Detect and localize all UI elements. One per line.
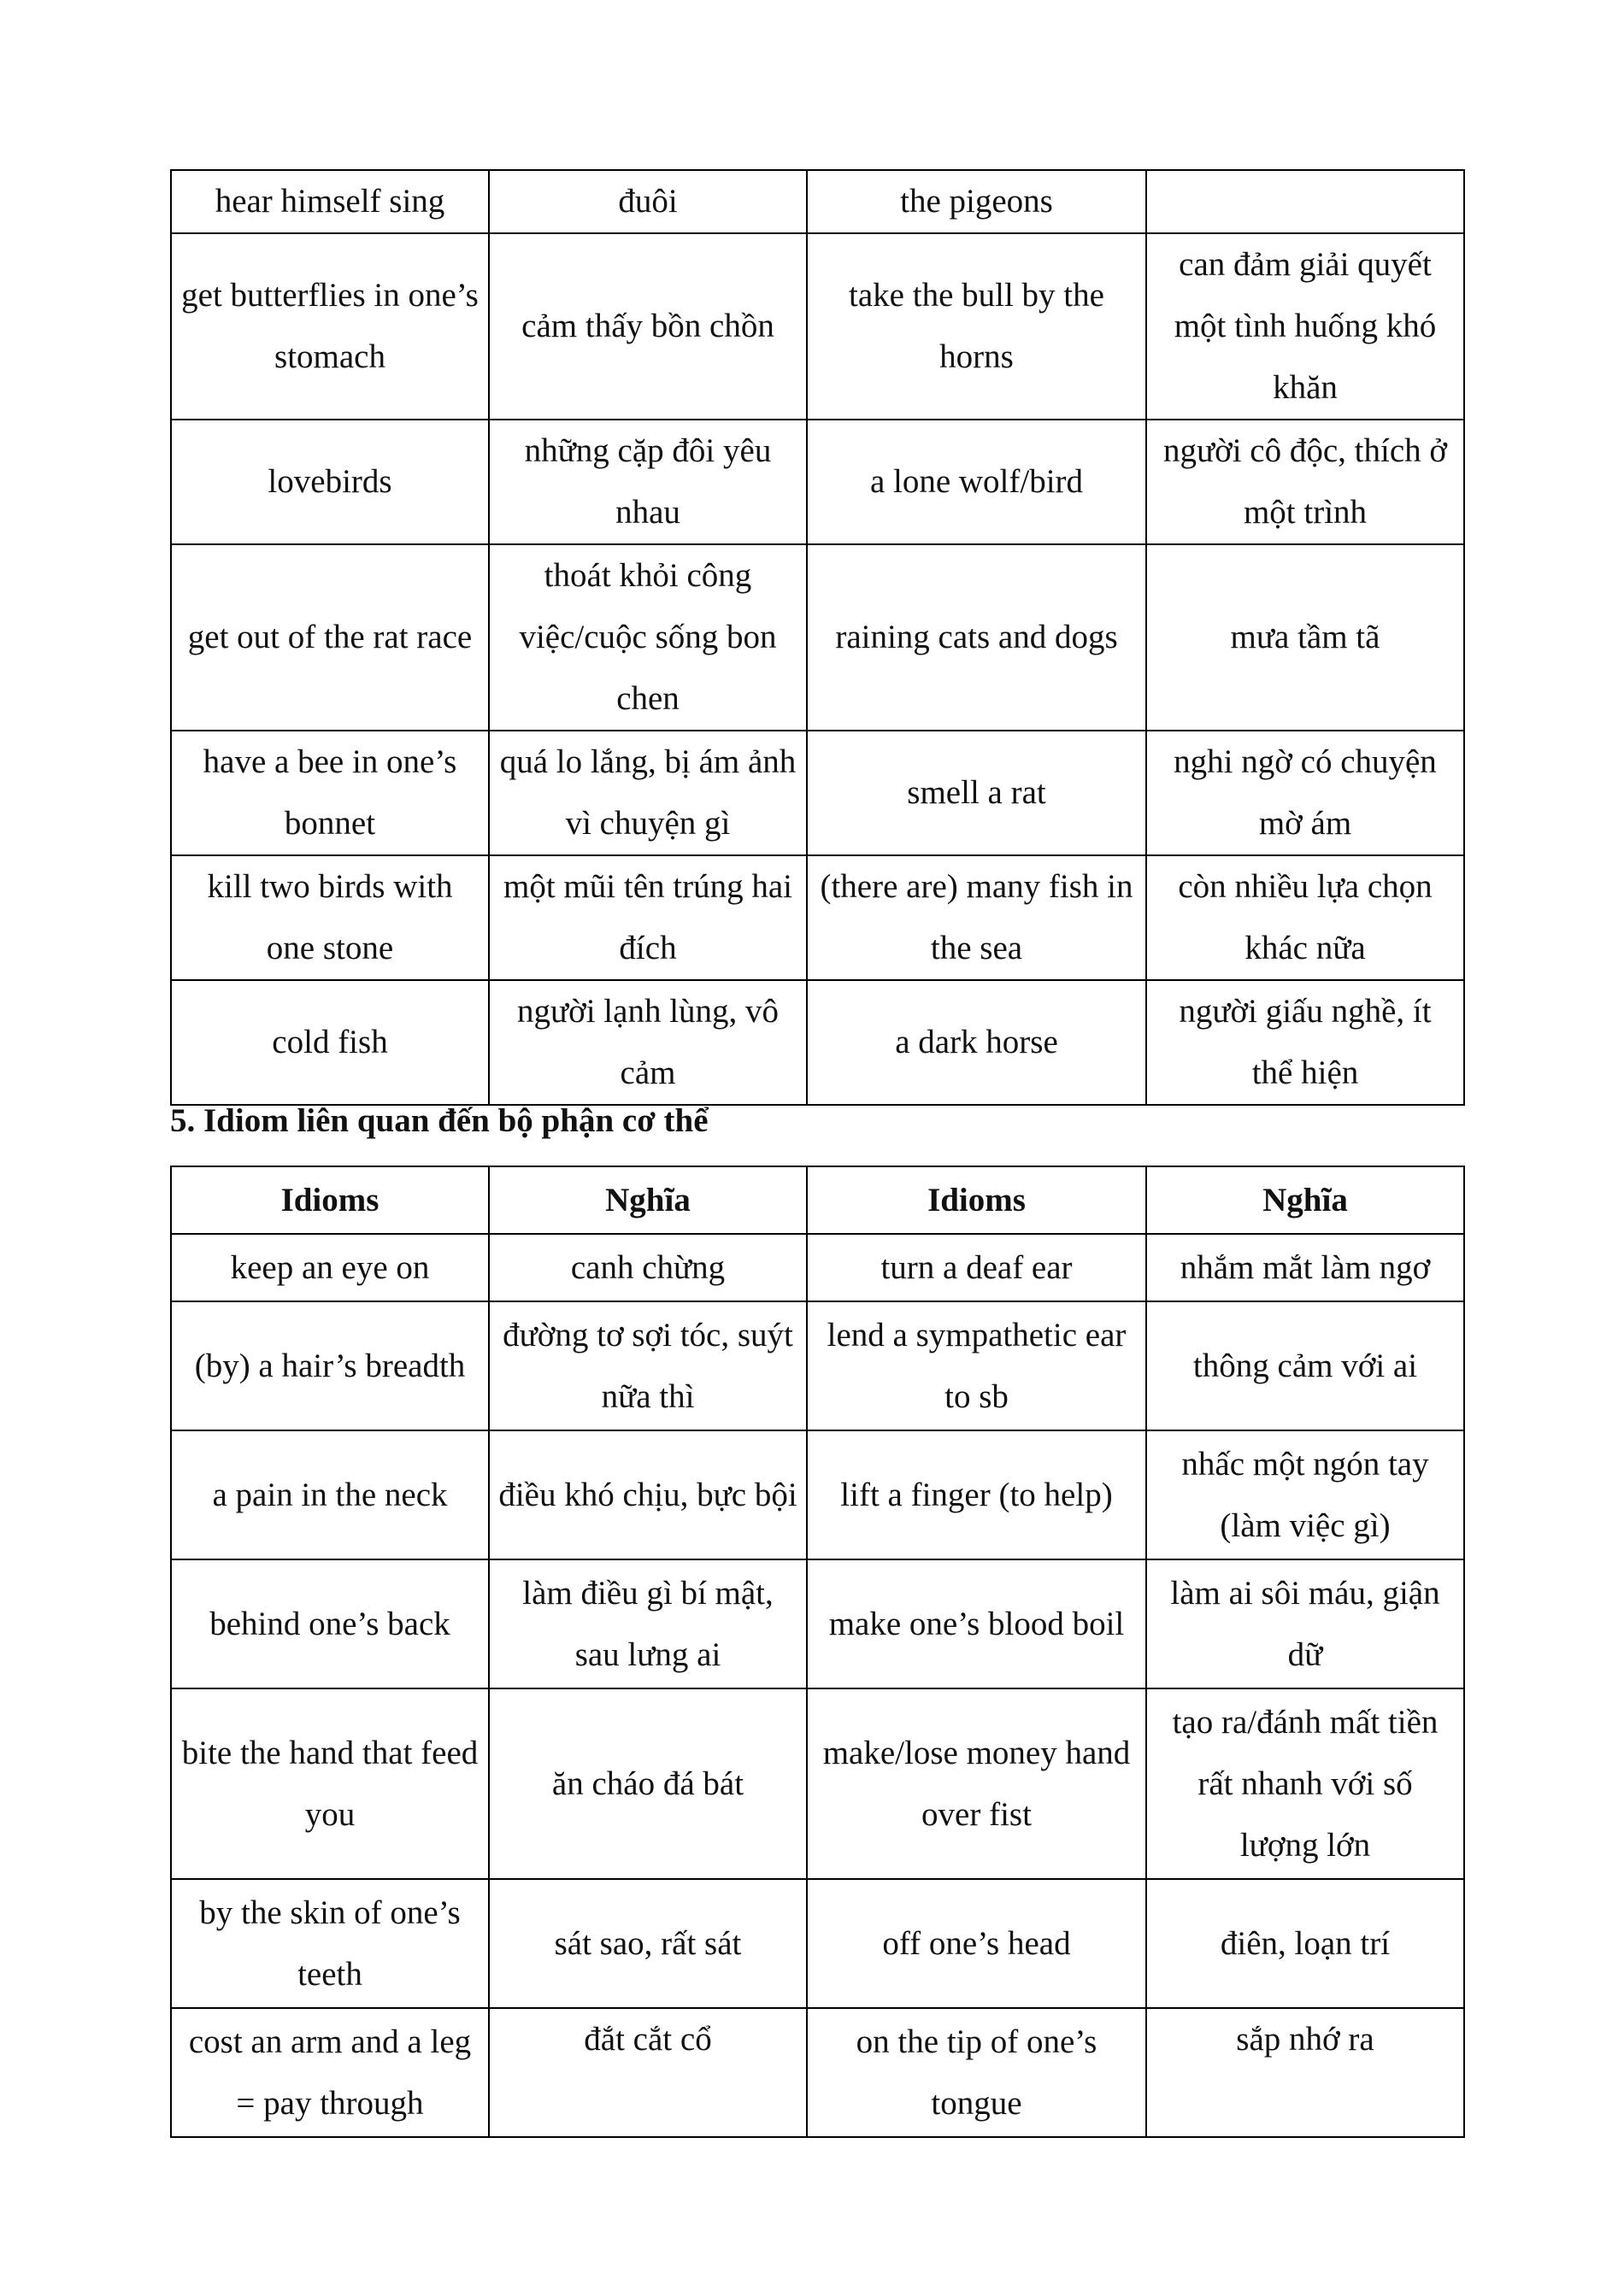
idiom-cell: bite the hand that feed you — [171, 1688, 489, 1879]
meaning-cell: đường tơ sợi tóc, suýt nữa thì — [489, 1301, 807, 1430]
meaning-cell: điên, loạn trí — [1146, 1879, 1464, 2008]
meaning-cell: thoát khỏi công việc/cuộc sống bon chen — [489, 544, 807, 731]
meaning-cell: can đảm giải quyết một tình huống khó khăn — [1146, 233, 1464, 420]
meaning-cell: sát sao, rất sát — [489, 1879, 807, 2008]
idiom-cell: keep an eye on — [171, 1234, 489, 1301]
body-parts-idioms-table — [170, 1166, 1465, 2138]
idiom-cell: cost an arm and a leg = pay through — [171, 2008, 489, 2137]
meaning-cell: quá lo lắng, bị ám ảnh vì chuyện gì — [489, 731, 807, 855]
table-row — [171, 1301, 1464, 1430]
idiom-cell: cold fish — [171, 980, 489, 1105]
idiom-cell: make/lose money hand over fist — [807, 1688, 1146, 1879]
idiom-cell: a lone wolf/bird — [807, 420, 1146, 544]
idiom-cell: by the skin of one’s teeth — [171, 1879, 489, 2008]
idiom-cell: a pain in the neck — [171, 1430, 489, 1559]
idiom-cell: hear himself sing — [171, 170, 489, 233]
idiom-cell: make one’s blood boil — [807, 1559, 1146, 1688]
table-row — [171, 1234, 1464, 1301]
table-row — [171, 855, 1464, 980]
section-heading: 5. Idiom liên quan đến bộ phận cơ thể — [170, 1102, 709, 1139]
idiom-cell: smell a rat — [807, 731, 1146, 855]
idioms-table-continued — [170, 169, 1465, 1106]
meaning-cell: đuôi — [489, 170, 807, 233]
idiom-cell: turn a deaf ear — [807, 1234, 1146, 1301]
table-row — [171, 1430, 1464, 1559]
idiom-cell: take the bull by the horns — [807, 233, 1146, 420]
idiom-cell: a dark horse — [807, 980, 1146, 1105]
meaning-cell: đắt cắt cổ — [489, 2008, 807, 2137]
idiom-cell: on the tip of one’s tongue — [807, 2008, 1146, 2137]
header-meaning-2: Nghĩa — [1146, 1166, 1464, 1234]
table-header-row — [171, 1166, 1464, 1234]
header-meaning-1: Nghĩa — [489, 1166, 807, 1234]
idiom-cell: have a bee in one’s bonnet — [171, 731, 489, 855]
meaning-cell: nhắm mắt làm ngơ — [1146, 1234, 1464, 1301]
table-row — [171, 1688, 1464, 1879]
meaning-cell: những cặp đôi yêu nhau — [489, 420, 807, 544]
idiom-cell: the pigeons — [807, 170, 1146, 233]
idiom-cell: kill two birds with one stone — [171, 855, 489, 980]
table-row — [171, 233, 1464, 420]
meaning-cell: một mũi tên trúng hai đích — [489, 855, 807, 980]
idiom-cell: get butterflies in one’s stomach — [171, 233, 489, 420]
meaning-cell: nhấc một ngón tay (làm việc gì) — [1146, 1430, 1464, 1559]
header-idioms-1: Idioms — [171, 1166, 489, 1234]
meaning-cell: điều khó chịu, bực bội — [489, 1430, 807, 1559]
idiom-cell: (by) a hair’s breadth — [171, 1301, 489, 1430]
meaning-cell: làm ai sôi máu, giận dữ — [1146, 1559, 1464, 1688]
table-row — [171, 2008, 1464, 2137]
table-row — [171, 731, 1464, 855]
idiom-cell: (there are) many fish in the sea — [807, 855, 1146, 980]
meaning-cell: ăn cháo đá bát — [489, 1688, 807, 1879]
idiom-cell: lovebirds — [171, 420, 489, 544]
meaning-cell: người giấu nghề, ít thể hiện — [1146, 980, 1464, 1105]
idiom-cell: get out of the rat race — [171, 544, 489, 731]
idiom-cell: lift a finger (to help) — [807, 1430, 1146, 1559]
meaning-cell — [1146, 170, 1464, 233]
table-row — [171, 170, 1464, 233]
table-row — [171, 1879, 1464, 2008]
table-row — [171, 980, 1464, 1105]
idiom-cell: lend a sympathetic ear to sb — [807, 1301, 1146, 1430]
meaning-cell: còn nhiều lựa chọn khác nữa — [1146, 855, 1464, 980]
meaning-cell: nghi ngờ có chuyện mờ ám — [1146, 731, 1464, 855]
meaning-cell: làm điều gì bí mật, sau lưng ai — [489, 1559, 807, 1688]
table-row — [171, 544, 1464, 731]
meaning-cell: người lạnh lùng, vô cảm — [489, 980, 807, 1105]
meaning-cell: canh chừng — [489, 1234, 807, 1301]
table-row — [171, 420, 1464, 544]
meaning-cell: thông cảm với ai — [1146, 1301, 1464, 1430]
table-row — [171, 1559, 1464, 1688]
header-idioms-2: Idioms — [807, 1166, 1146, 1234]
meaning-cell: mưa tầm tã — [1146, 544, 1464, 731]
meaning-cell: người cô độc, thích ở một trình — [1146, 420, 1464, 544]
meaning-cell: cảm thấy bồn chồn — [489, 233, 807, 420]
meaning-cell: tạo ra/đánh mất tiền rất nhanh với số lượng lớn — [1146, 1688, 1464, 1879]
idiom-cell: raining cats and dogs — [807, 544, 1146, 731]
meaning-cell: sắp nhớ ra — [1146, 2008, 1464, 2137]
idiom-cell: behind one’s back — [171, 1559, 489, 1688]
idiom-cell: off one’s head — [807, 1879, 1146, 2008]
